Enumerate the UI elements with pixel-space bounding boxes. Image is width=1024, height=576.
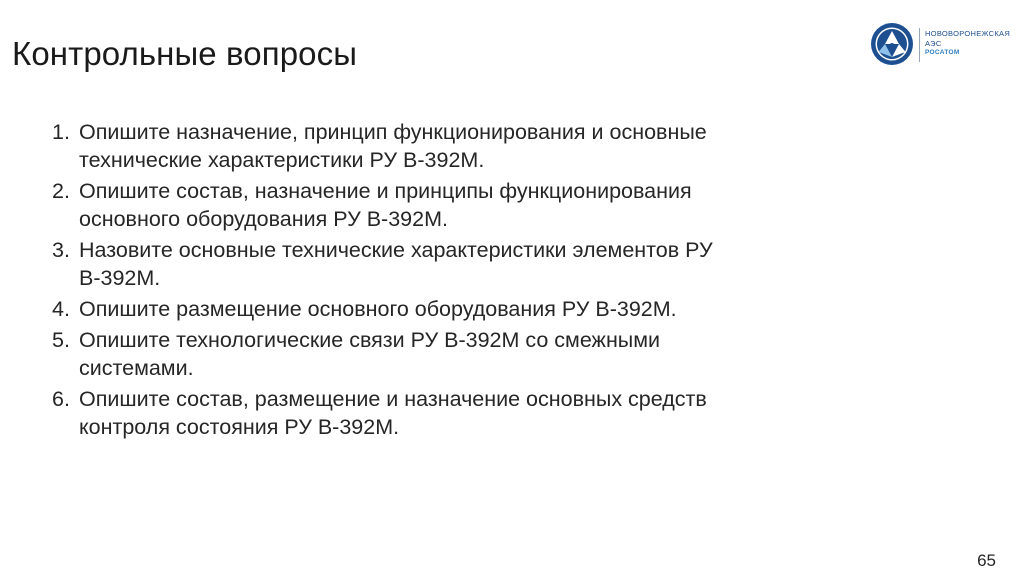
question-text-line1: Опишите технологические связи РУ В-392М со смежными xyxy=(79,328,661,352)
question-text-line1: Назовите основные технические характеристики элементов РУ xyxy=(79,238,713,262)
question-item-4 xyxy=(52,295,852,323)
question-item-1 xyxy=(52,118,852,174)
question-text-line1: Опишите состав, размещение и назначение основных средств xyxy=(79,387,707,411)
question-text-line1: Опишите размещение основного оборудования РУ В-392М. xyxy=(79,297,677,321)
question-item-6 xyxy=(52,385,852,441)
question-number: 5. xyxy=(52,328,70,352)
page-number: 65 xyxy=(977,551,996,570)
question-number: 4. xyxy=(52,297,70,321)
question-text-line2: контроля состояния РУ В-392М. xyxy=(79,415,400,439)
company-logo xyxy=(870,22,1010,70)
question-list xyxy=(52,118,852,444)
slide-title: Контрольные вопросы xyxy=(12,35,358,72)
logo-text-line1: НОВОВОРОНЕЖСКАЯ xyxy=(925,29,1011,38)
question-number: 2. xyxy=(52,179,70,203)
question-text-line2: системами. xyxy=(79,356,194,380)
question-text-line1: Опишите назначение, принцип функционирования и основные xyxy=(79,120,707,144)
logo-text-line3: РОСАТОМ xyxy=(925,49,960,56)
question-text-line2: технические характеристики РУ В-392М. xyxy=(79,148,485,172)
question-number: 1. xyxy=(52,120,70,144)
logo-text-line2: АЭС xyxy=(925,38,942,48)
question-number: 3. xyxy=(52,238,70,262)
question-item-3 xyxy=(52,236,852,292)
rosatom-logo-icon xyxy=(870,22,914,66)
logo-text xyxy=(925,29,1010,58)
question-text-line1: Опишите состав, назначение и принципы функционирования xyxy=(79,179,692,203)
question-number: 6. xyxy=(52,387,70,411)
question-text-line2: основного оборудования РУ В-392М. xyxy=(79,207,448,231)
question-item-2 xyxy=(52,177,852,233)
question-item-5 xyxy=(52,326,852,382)
question-text-line2: В-392М. xyxy=(79,266,161,290)
logo-divider xyxy=(919,28,920,62)
